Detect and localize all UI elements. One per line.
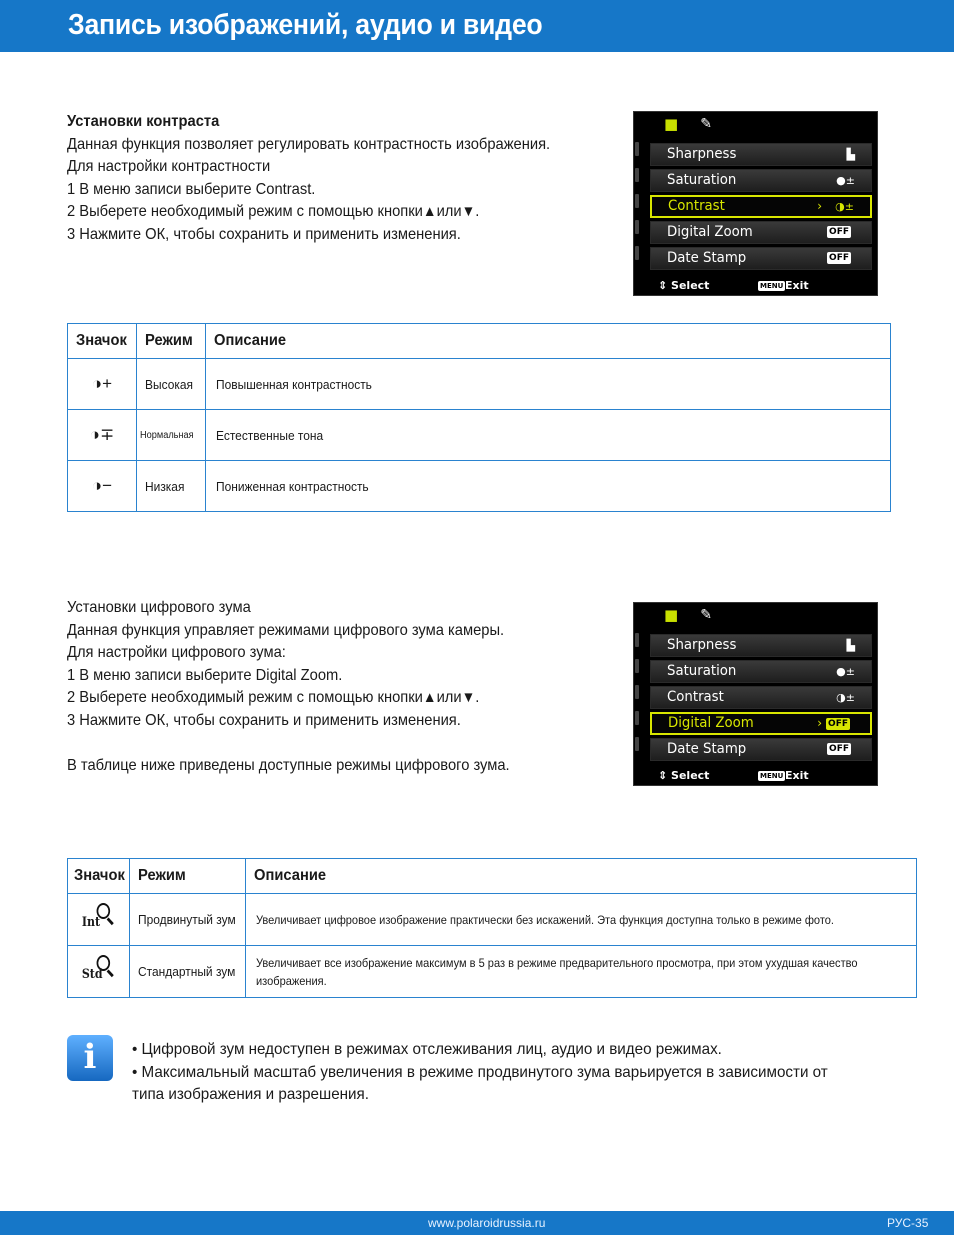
instruction-line: Для настройки цифрового зума: — [67, 644, 286, 661]
camera-icon[interactable]: ■ — [664, 606, 679, 624]
mode-cell: Высокая — [137, 359, 206, 410]
menu-key-icon: MENU — [760, 282, 784, 290]
contrast-icon: ◑± — [836, 691, 855, 704]
menu-item-contrast[interactable]: Contrast › ◑± — [650, 195, 872, 218]
saturation-icon: ●± — [836, 174, 855, 187]
saturation-icon: ●± — [836, 665, 855, 678]
contrast-plus-icon: ◑+ — [68, 359, 137, 410]
menu-scrollbar — [634, 140, 643, 272]
sharpness-icon: ▙ — [846, 639, 855, 652]
mode-cell: Продвинутый зум — [130, 894, 245, 946]
contrast-heading: Установки контраста — [67, 113, 220, 130]
menu-item-sharpness[interactable]: Sharpness ▙ — [650, 634, 872, 657]
instruction-line — [67, 687, 510, 710]
table-row — [68, 946, 917, 998]
camera-menu-screen-contrast — [633, 111, 878, 296]
note-item: • Максимальный масштаб увеличения в режиме продвинутого зума варьируется в зависимости от типа изображения и разрешения. — [132, 1063, 828, 1103]
contrast-icon: ◑± — [835, 200, 854, 213]
wrench-icon[interactable]: ✎ — [700, 116, 712, 132]
select-hint: ⇕ Select — [658, 279, 710, 292]
contrast-normal-icon: ◑∓ — [68, 410, 137, 461]
description-cell: Увеличивает цифровое изображение практически без искажений. Эта функция доступна только в режиме фото. — [245, 894, 916, 946]
off-badge: OFF — [828, 719, 848, 729]
column-header-description: Описание — [245, 859, 916, 894]
instruction-line: Данная функция управляет режимами цифрового зума камеры. — [67, 621, 505, 639]
page-header — [0, 0, 954, 52]
up-arrow-icon: ▲ — [422, 689, 437, 706]
mode-cell: Низкая — [137, 461, 206, 512]
contrast-modes-table — [67, 323, 891, 512]
period: . — [475, 203, 480, 220]
camera-hint-bar — [634, 278, 877, 295]
description-cell: Увеличивает все изображение максимум в 5 раз в режиме предварительного просмотра, при этом ухудшая качество изображения. — [245, 946, 916, 998]
column-header-icon: Значок — [68, 859, 130, 894]
menu-item-sharpness[interactable]: Sharpness ▙ — [650, 143, 872, 166]
page-title: Запись изображений, аудио и видео — [68, 9, 543, 41]
table-row — [68, 894, 917, 946]
zoom-instructions — [67, 597, 548, 777]
menu-item-date-stamp[interactable]: Date Stamp OFF — [650, 247, 872, 270]
contrast-minus-icon: ◑− — [68, 461, 137, 512]
down-arrow-icon: ▼ — [461, 689, 476, 706]
column-header-icon: Значок — [68, 324, 137, 359]
menu-item-digital-zoom[interactable]: Digital Zoom OFF — [650, 221, 872, 244]
menu-item-date-stamp[interactable]: Date Stamp OFF — [650, 738, 872, 761]
mode-cell: Стандартный зум — [130, 946, 245, 998]
off-badge: OFF — [829, 253, 849, 263]
column-header-description: Описание — [206, 324, 891, 359]
standard-zoom-icon: Std — [68, 946, 130, 998]
camera-hint-bar — [634, 768, 877, 785]
menu-item-contrast[interactable]: Contrast ◑± — [650, 686, 872, 709]
instruction-line: В таблице ниже приведены доступные режимы цифрового зума. — [67, 756, 510, 774]
table-row — [68, 359, 891, 410]
instruction-line: 3 Нажмите ОК, чтобы сохранить и применить изменения. — [67, 711, 461, 729]
description-cell: Естественные тона — [206, 410, 891, 461]
or-word: или — [436, 203, 462, 220]
mode-cell: Нормальная — [137, 410, 206, 461]
note-item: • Цифровой зум недоступен в режимах отслеживания лиц, аудио и видео режимах. — [132, 1041, 722, 1058]
table-header-row — [68, 859, 917, 894]
exit-hint: Exit — [785, 769, 809, 782]
page-number: РУС-35 — [887, 1216, 929, 1230]
description-cell: Повышенная контрастность — [206, 359, 891, 410]
footer-url-link[interactable]: www.polaroidrussia.ru — [428, 1216, 546, 1230]
instruction-text: 2 Выберете необходимый режим с помощью кнопки — [67, 689, 423, 706]
description-cell: Пониженная контрастность — [206, 461, 891, 512]
camera-tabs — [634, 603, 877, 627]
menu-scrollbar — [634, 631, 643, 763]
menu-item-saturation[interactable]: Saturation ●± — [650, 169, 872, 192]
notes-block — [132, 1039, 892, 1107]
menu-item-digital-zoom[interactable]: Digital Zoom › OFF — [650, 712, 872, 735]
period: . — [475, 689, 480, 706]
intelligent-zoom-icon: Int — [68, 894, 130, 946]
camera-menu-screen-digital-zoom — [633, 602, 878, 786]
info-icon: i — [67, 1035, 113, 1081]
zoom-modes-table — [67, 858, 917, 998]
chevron-right-icon: › — [817, 716, 822, 730]
exit-hint: Exit — [785, 279, 809, 292]
instruction-line: 1 В меню записи выберите Contrast. — [67, 180, 316, 198]
table-row — [68, 461, 891, 512]
page-footer — [0, 1211, 954, 1235]
column-header-mode: Режим — [130, 859, 245, 894]
camera-icon[interactable]: ■ — [664, 115, 679, 133]
instruction-line — [67, 201, 550, 224]
instruction-line: 3 Нажмите ОК, чтобы сохранить и применить изменения. — [67, 225, 461, 243]
instruction-line: 1 В меню записи выберите Digital Zoom. — [67, 666, 343, 684]
wrench-icon[interactable]: ✎ — [700, 607, 712, 623]
instruction-text: 2 Выберете необходимый режим с помощью кнопки — [67, 203, 423, 220]
or-word: или — [436, 689, 462, 706]
column-header-mode: Режим — [137, 324, 206, 359]
instruction-line: Данная функция позволяет регулировать контрастность изображения. — [67, 135, 551, 153]
sharpness-icon: ▙ — [846, 148, 855, 161]
chevron-right-icon: › — [817, 199, 822, 213]
instruction-line: Для настройки контрастности — [67, 158, 271, 175]
zoom-heading: Установки цифрового зума — [67, 599, 251, 616]
select-hint: ⇕ Select — [658, 769, 710, 782]
table-header-row — [68, 324, 891, 359]
contrast-instructions — [67, 111, 592, 246]
up-arrow-icon: ▲ — [422, 203, 437, 220]
menu-item-saturation[interactable]: Saturation ●± — [650, 660, 872, 683]
off-badge: OFF — [829, 227, 849, 237]
table-row — [68, 410, 891, 461]
menu-key-icon: MENU — [760, 772, 784, 780]
down-arrow-icon: ▼ — [461, 203, 476, 220]
off-badge: OFF — [829, 744, 849, 754]
camera-tabs — [634, 112, 877, 136]
